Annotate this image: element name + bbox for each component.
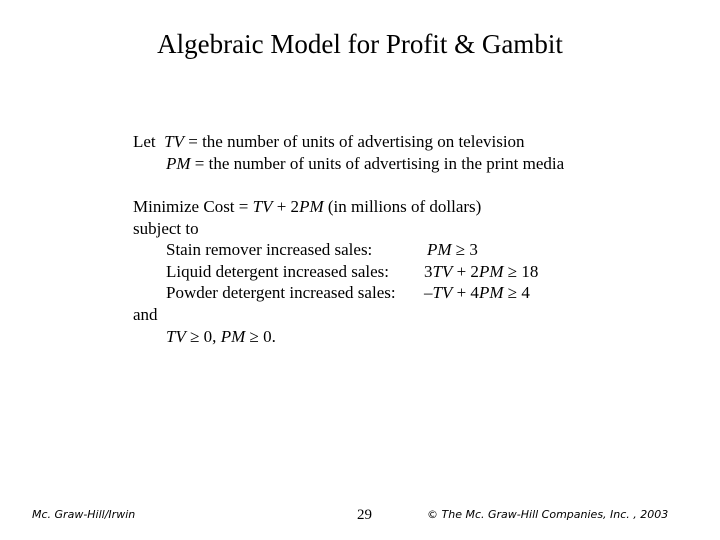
definition-tv [133,131,525,153]
tv-variable: TV [164,132,184,151]
footer-page-number: 29 [357,507,372,523]
expr-var-tv: TV [432,262,453,281]
expr-part: ≥ 3 [451,240,478,259]
objective-line [133,196,481,218]
footer-publisher: Mc. Graw-Hill/Irwin [32,508,136,521]
nonneg-tv: TV [166,327,186,346]
constraint-liquid-expression [424,261,538,283]
objective-prefix: Minimize Cost = [133,197,253,216]
expr-var-pm: PM [478,262,504,281]
slide-title: Algebraic Model for Profit & Gambit [157,29,563,59]
nonnegativity-line [166,326,276,348]
expr-part: + 2 [452,262,479,281]
nonneg-pm-rel: ≥ 0. [245,327,276,346]
objective-mid: + 2 [272,197,300,216]
expr-part: + 4 [452,283,479,302]
nonneg-pm: PM [220,327,246,346]
constraint-powder-label: Powder detergent increased sales: [166,283,396,302]
expr-var-tv: TV [432,283,453,302]
subject-to-label: subject to [133,219,199,238]
footer-copyright: © The Mc. Graw-Hill Companies, Inc. , 2003 [427,508,669,521]
and-label: and [133,305,158,324]
expr-part: – [424,283,433,302]
pm-definition-text: = the number of units of advertising in the print media [190,154,565,173]
nonneg-tv-rel: ≥ 0, [185,327,221,346]
definition-pm [166,153,564,175]
objective-suffix: (in millions of dollars) [323,197,482,216]
expr-var-pm: PM [427,240,452,259]
objective-pm: PM [299,197,324,216]
constraint-liquid-label: Liquid detergent increased sales: [166,262,389,281]
tv-definition-text: = the number of units of advertising on television [184,132,525,151]
expr-part: 3 [424,262,433,281]
constraint-stain-expression [427,239,478,261]
let-word: Let [133,132,156,151]
expr-var-pm: PM [478,283,504,302]
constraint-powder-expression [424,282,530,304]
pm-variable: PM [166,154,191,173]
expr-part: ≥ 18 [503,262,539,281]
objective-tv: TV [252,197,273,216]
expr-part: ≥ 4 [503,283,530,302]
constraint-stain-label: Stain remover increased sales: [166,240,373,259]
